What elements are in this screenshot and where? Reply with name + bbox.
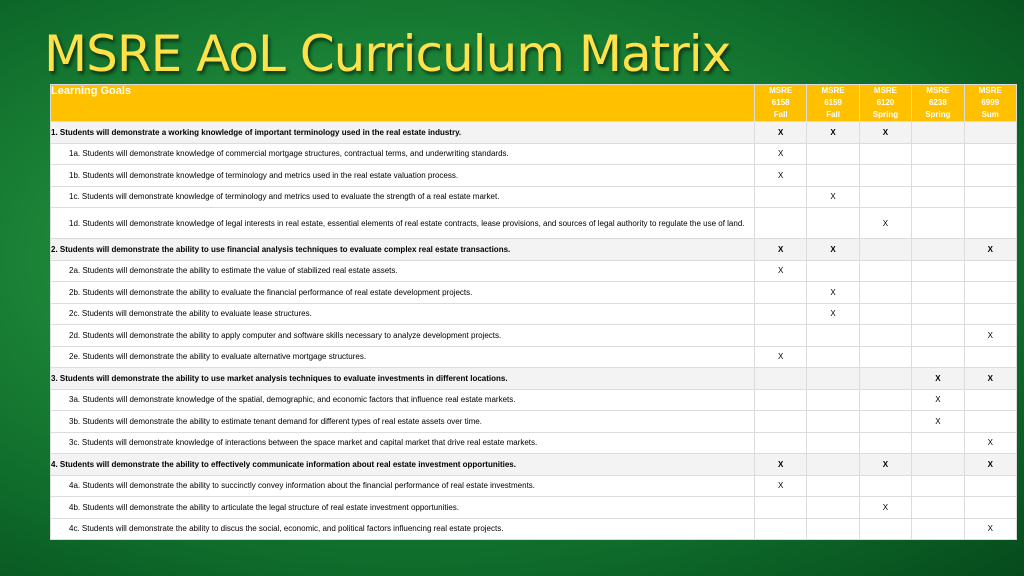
goal-text: 3c. Students will demonstrate knowledge of interactions between the space market and capital market that drive real estate markets. [51,432,755,454]
goal-text: 4. Students will demonstrate the ability to effectively communicate information about real estate investment opportunities. [51,454,755,476]
mark-cell [912,454,964,476]
mark-cell [912,165,964,187]
mark-cell [912,497,964,519]
mark-cell [964,389,1016,411]
goal-text: 2e. Students will demonstrate the ability to evaluate alternative mortgage structures. [51,346,755,368]
mark-cell: X [912,411,964,433]
mark-cell [859,303,911,325]
mark-cell [964,346,1016,368]
mark-cell [755,186,807,208]
mark-cell [807,389,859,411]
mark-cell [859,432,911,454]
goal-text: 1d. Students will demonstrate knowledge of legal interests in real estate, essential elements of real estate contracts, lease provisions, and sources of legal authority to regulate the use of land. [51,208,755,239]
mark-cell [912,143,964,165]
mark-cell [859,143,911,165]
table-row [51,303,1017,325]
goal-text: 2c. Students will demonstrate the ability to evaluate lease structures. [51,303,755,325]
mark-cell [807,432,859,454]
course-header: MSRE 6999 Sum [964,85,1016,122]
learning-goals-header: Learning Goals [51,85,755,122]
mark-cell [755,518,807,540]
table-row [51,518,1017,540]
table-row [51,208,1017,239]
table-row [51,325,1017,347]
mark-cell: X [807,303,859,325]
mark-cell: X [912,368,964,390]
goal-text: 1a. Students will demonstrate knowledge of commercial mortgage structures, contractual terms, and underwriting standards. [51,143,755,165]
goal-text: 4a. Students will demonstrate the ability to succinctly convey information about the financial performance of real estate investments. [51,475,755,497]
table-row [51,432,1017,454]
mark-cell: X [912,389,964,411]
mark-cell [807,497,859,519]
mark-cell [912,303,964,325]
mark-cell [912,432,964,454]
mark-cell [964,122,1016,144]
mark-cell: X [755,239,807,261]
course-header: MSRE 6159 Fall [807,85,859,122]
mark-cell [755,497,807,519]
mark-cell [807,143,859,165]
course-header: MSRE 6158 Fall [755,85,807,122]
table-row [51,143,1017,165]
mark-cell [859,282,911,304]
mark-cell: X [964,518,1016,540]
mark-cell [859,475,911,497]
mark-cell: X [964,325,1016,347]
table-row [51,260,1017,282]
goal-text: 3a. Students will demonstrate knowledge of the spatial, demographic, and economic factors that influence real estate markets. [51,389,755,411]
mark-cell: X [755,454,807,476]
mark-cell [964,260,1016,282]
table-row [51,239,1017,261]
mark-cell [964,475,1016,497]
mark-cell [964,303,1016,325]
mark-cell: X [859,454,911,476]
mark-cell [859,165,911,187]
mark-cell [859,239,911,261]
mark-cell [755,411,807,433]
mark-cell: X [964,239,1016,261]
table-row [51,497,1017,519]
goal-text: 4c. Students will demonstrate the ability to discus the social, economic, and political factors influencing real estate projects. [51,518,755,540]
curriculum-matrix-table [50,84,1017,540]
mark-cell [912,260,964,282]
mark-cell [755,432,807,454]
mark-cell: X [964,432,1016,454]
mark-cell [807,260,859,282]
table-row [51,475,1017,497]
goal-text: 4b. Students will demonstrate the ability to articulate the legal structure of real estate investment opportunities. [51,497,755,519]
mark-cell [912,346,964,368]
mark-cell [807,454,859,476]
mark-cell [859,325,911,347]
mark-cell [859,368,911,390]
mark-cell: X [807,186,859,208]
mark-cell [859,389,911,411]
goal-text: 1b. Students will demonstrate knowledge of terminology and metrics used in the real estate valuation process. [51,165,755,187]
mark-cell: X [807,122,859,144]
mark-cell: X [755,165,807,187]
header-row [51,85,1017,122]
mark-cell [912,518,964,540]
mark-cell: X [755,260,807,282]
table-row [51,411,1017,433]
mark-cell [859,411,911,433]
table-row [51,368,1017,390]
table-row [51,165,1017,187]
table-row [51,454,1017,476]
mark-cell: X [755,346,807,368]
mark-cell: X [807,282,859,304]
mark-cell [807,325,859,347]
mark-cell: X [964,454,1016,476]
mark-cell [755,303,807,325]
mark-cell [807,368,859,390]
mark-cell [755,389,807,411]
goal-text: 3b. Students will demonstrate the ability to estimate tenant demand for different types of real estate assets over time. [51,411,755,433]
goal-text: 2. Students will demonstrate the ability to use financial analysis techniques to evaluate complex real estate transactions. [51,239,755,261]
mark-cell [807,346,859,368]
goal-text: 1c. Students will demonstrate knowledge of terminology and metrics used to evaluate the strength of a real estate market. [51,186,755,208]
mark-cell [807,518,859,540]
mark-cell [807,475,859,497]
table-row [51,389,1017,411]
mark-cell [859,186,911,208]
mark-cell: X [859,208,911,239]
mark-cell [807,411,859,433]
mark-cell: X [755,122,807,144]
mark-cell [912,239,964,261]
mark-cell [912,186,964,208]
mark-cell: X [859,122,911,144]
goal-text: 2a. Students will demonstrate the ability to estimate the value of stabilized real estate assets. [51,260,755,282]
goal-text: 2b. Students will demonstrate the ability to evaluate the financial performance of real estate development projects. [51,282,755,304]
mark-cell [964,208,1016,239]
mark-cell [964,143,1016,165]
mark-cell [859,260,911,282]
course-header: MSRE 6120 Spring [859,85,911,122]
mark-cell [859,518,911,540]
mark-cell [912,208,964,239]
table-row [51,346,1017,368]
mark-cell: X [964,368,1016,390]
mark-cell [807,165,859,187]
goal-text: 2d. Students will demonstrate the ability to apply computer and software skills necessary to analyze development projects. [51,325,755,347]
mark-cell [964,497,1016,519]
table-row [51,186,1017,208]
mark-cell [912,325,964,347]
mark-cell [964,282,1016,304]
table-row [51,282,1017,304]
mark-cell [755,208,807,239]
mark-cell [964,411,1016,433]
mark-cell [755,368,807,390]
mark-cell: X [859,497,911,519]
course-header: MSRE 6238 Spring [912,85,964,122]
mark-cell [807,208,859,239]
goal-text: 3. Students will demonstrate the ability to use market analysis techniques to evaluate investments in different locations. [51,368,755,390]
mark-cell [964,165,1016,187]
mark-cell [912,282,964,304]
mark-cell [755,325,807,347]
goal-text: 1. Students will demonstrate a working knowledge of important terminology used in the real estate industry. [51,122,755,144]
table-row [51,122,1017,144]
mark-cell [964,186,1016,208]
page-title: MSRE AoL Curriculum Matrix [44,25,731,83]
mark-cell [912,475,964,497]
mark-cell: X [755,475,807,497]
mark-cell: X [755,143,807,165]
mark-cell: X [807,239,859,261]
mark-cell [755,282,807,304]
mark-cell [859,346,911,368]
mark-cell [912,122,964,144]
